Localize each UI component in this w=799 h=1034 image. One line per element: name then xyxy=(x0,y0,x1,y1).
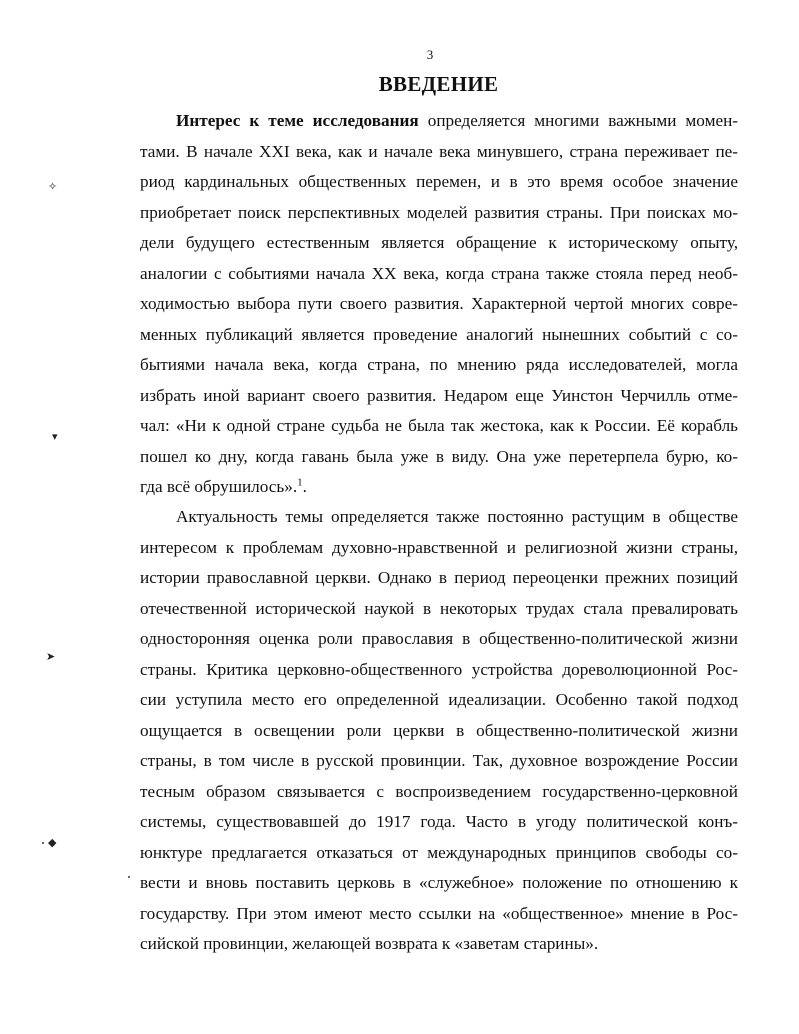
paragraph-intro xyxy=(140,106,738,503)
paragraph-line: дели будущего естественным является обращение к историческому опыту, xyxy=(140,233,738,252)
paragraph-line: пошел ко дну, когда гавань была уже в виду. Она уже перетерпела бурю, ко- xyxy=(140,446,738,466)
line-suffix: . xyxy=(302,477,307,496)
footnote-mark[interactable]: 1 xyxy=(297,476,303,489)
paragraph-line: ощущается в освещении роли церкви в общественно-политической жизни xyxy=(140,720,738,740)
lead-bold-text: Интерес к теме исследования xyxy=(176,111,419,130)
line-text: гда всё обрушилось». xyxy=(140,477,298,496)
paragraph-line: сийской провинции, желающей возврата к «заветам старины». xyxy=(140,934,599,953)
paragraph-line xyxy=(140,106,738,137)
paragraph-line: страны, в том числе в русской провинции. Так, духовное возрождение России xyxy=(140,751,738,770)
scan-artifact-dot xyxy=(42,842,44,844)
paragraph-line: бытиями начала века, когда страна, по мнению ряда исследователей, могла xyxy=(140,355,738,374)
paragraph-line: тесным образом связывается с воспроизведением государственно-церковной xyxy=(140,781,738,801)
scan-artifact-dot xyxy=(128,876,130,878)
paragraph-line xyxy=(140,472,738,503)
scan-artifact-mark: ▾ xyxy=(52,430,58,443)
paragraph-line: риод кардинальных общественных перемен, и в это время особое значение xyxy=(140,172,738,191)
paragraph-line: менных публикаций является проведение аналогий нынешних событий с со- xyxy=(140,324,738,344)
paragraph-line: избрать иной вариант своего развития. Недаром еще Уинстон Черчилль отме- xyxy=(140,385,738,405)
paragraph-line: односторонняя оценка роли православия в общественно-политической жизни xyxy=(140,629,738,648)
paragraph-line: ходимостью выбора пути своего развития. Характерной чертой многих совре- xyxy=(140,294,738,313)
paragraph-relevance xyxy=(140,502,738,960)
paragraph-line: сии уступила место его определенной идеализации. Особенно такой подход xyxy=(140,690,738,709)
scan-artifact-mark: ➤ xyxy=(46,650,56,663)
paragraph-line: чал: «Ни к одной стране судьба не была так жестока, как к России. Её корабль xyxy=(140,416,738,435)
paragraph-line: аналогии с событиями начала XX века, когда страна также стояла перед необ- xyxy=(140,263,738,283)
page-title: ВВЕДЕНИЕ xyxy=(378,72,499,96)
page-number: 3 xyxy=(426,47,434,62)
line-text: определяется многими важными момен- xyxy=(427,111,738,130)
paragraph-line: юнктуре предлагается отказаться от международных принципов свободы со- xyxy=(140,842,738,862)
paragraph-line: приобретает поиск перспективных моделей развития страны. При поисках мо- xyxy=(140,202,738,222)
paragraph-line: системы, существовавшей до 1917 года. Часто в угоду политической конъ- xyxy=(140,812,738,831)
paragraph-line: государству. При этом имеют место ссылки на «общественное» мнение в Рос- xyxy=(140,903,738,923)
paragraph-line: страны. Критика церковно-общественного устройства дореволюционной Рос- xyxy=(140,659,738,679)
paragraph-line: Актуальность темы определяется также постоянно растущим в обществе xyxy=(176,507,738,526)
paragraph-line: тами. В начале XXI века, как и начале века минувшего, страна переживает пе- xyxy=(140,141,738,161)
paragraph-line: вести и вновь поставить церковь в «служебное» положение по отношению к xyxy=(140,873,738,892)
scan-artifact-mark: ◆ xyxy=(48,836,57,849)
paragraph-line: отечественной исторической наукой в некоторых трудах стала превалировать xyxy=(140,598,738,618)
paragraph-line: истории православной церкви. Однако в период переоценки прежних позиций xyxy=(140,568,738,587)
scan-artifact-mark: ✧ xyxy=(48,180,58,193)
paragraph-line: интересом к проблемам духовно-нравственной и религиозной жизни страны, xyxy=(140,537,738,557)
